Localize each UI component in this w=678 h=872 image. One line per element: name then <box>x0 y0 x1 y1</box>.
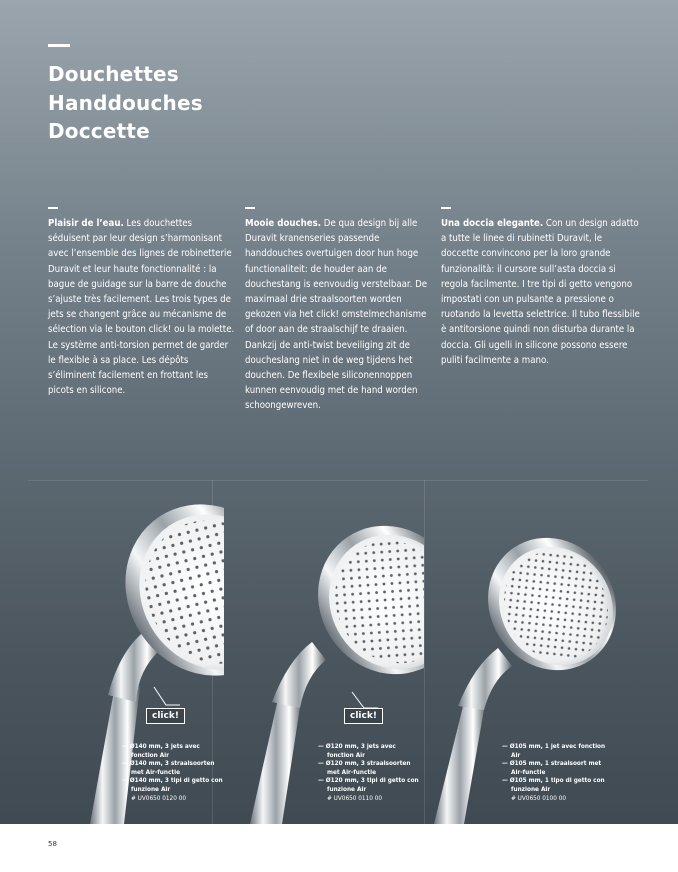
spec-item: — Ø105 mm, 1 jet avec fonction Air <box>502 742 606 759</box>
spec-item: — Ø120 mm, 3 tipi di getto con funzione Air <box>318 776 422 793</box>
column-dash <box>245 207 255 209</box>
spec-item: — Ø105 mm, 1 tipo di getto con funzione Air <box>502 776 606 793</box>
title-line-fr: Douchettes <box>48 62 179 86</box>
title-dash <box>48 44 70 47</box>
click-button-label: click! <box>344 708 383 724</box>
product-code: # UV0650 0110 00 <box>327 793 383 802</box>
lead-it: Una doccia elegante. <box>441 218 544 229</box>
product-code: # UV0650 0100 00 <box>511 793 567 802</box>
body-fr: Les douchettes séduisent par leur design s’harmonisant avec l’ensemble des lignes de robinetterie Duravit et leur haute fonctionnalité : la bague de guidage sur la barre de douche s’ajuste très facilement. Les trois types de jets se changent grâce au mécanisme de sélection via le bouton click! ou la molette. Le système anti-torsion permet de garder le flexible à sa place. Les dépôts s’éliminent facilement en frottant les picots en silicone. <box>48 218 235 397</box>
product-120 <box>228 480 424 824</box>
text-column-nl <box>245 207 433 414</box>
spec-item: — Ø120 mm, 3 straalsoorten met Air-functie <box>318 759 422 776</box>
spec-list-140 <box>122 742 226 802</box>
paragraph-fr <box>48 216 236 398</box>
product-140 <box>28 480 224 824</box>
spec-item: — Ø140 mm, 3 straalsoorten met Air-functie <box>122 759 226 776</box>
column-dash <box>441 207 451 209</box>
title-line-nl: Handdouches <box>48 90 203 115</box>
paragraph-it <box>441 216 641 368</box>
body-it: Con un design adatto a tutte le linee di rubinetti Duravit, le doccette convincono per la loro grande funzionalità: il cursore sull’asta doccia si regola facilmente. I tre tipi di getto vengono impostati con un pulsante a pressione o ruotando la levetta selettrice. Il tubo flessibile è antitorsione quindi non disturba durante la doccia. Gli ugelli in silicone possono essere puliti facilmente a mano. <box>441 218 640 366</box>
spec-item: — Ø105 mm, 1 straalsoort met Air-functie <box>502 759 606 776</box>
spec-list-105 <box>502 742 606 802</box>
text-column-fr <box>48 207 236 398</box>
page-title <box>48 60 203 146</box>
product-105 <box>424 480 678 824</box>
column-dash <box>48 207 58 209</box>
body-nl: De qua design bij alle Duravit kranenseries passende handdouches overtuigen door hun hoge functionaliteit: de houder aan de douchestang is eenvoudig verstelbaar. De maximaal drie straalsoorten worden gekozen via het click! omstelmechanisme of door aan de straalschijf te draaien. Dankzij de anti-twist beveiliging zit de doucheslang niet in de weg tijdens het douchen. De flexibele siliconennoppen kunnen eenvoudig met de hand worden schoongewreven. <box>245 218 428 412</box>
spec-list-120 <box>318 742 422 802</box>
click-button-label: click! <box>146 708 185 724</box>
product-code: # UV0650 0120 00 <box>131 793 187 802</box>
title-line-it: Doccette <box>48 119 150 143</box>
page-number: 58 <box>48 840 57 848</box>
spec-item: — Ø140 mm, 3 jets avec fonction Air <box>122 742 226 759</box>
lead-fr: Plaisir de l’eau. <box>48 218 124 229</box>
paragraph-nl <box>245 216 433 414</box>
spec-item: — Ø140 mm, 3 tipi di getto con funzione Air <box>122 776 226 793</box>
lead-nl: Mooie douches. <box>245 218 322 229</box>
spec-item: — Ø120 mm, 3 jets avec fonction Air <box>318 742 422 759</box>
text-column-it <box>441 207 641 368</box>
